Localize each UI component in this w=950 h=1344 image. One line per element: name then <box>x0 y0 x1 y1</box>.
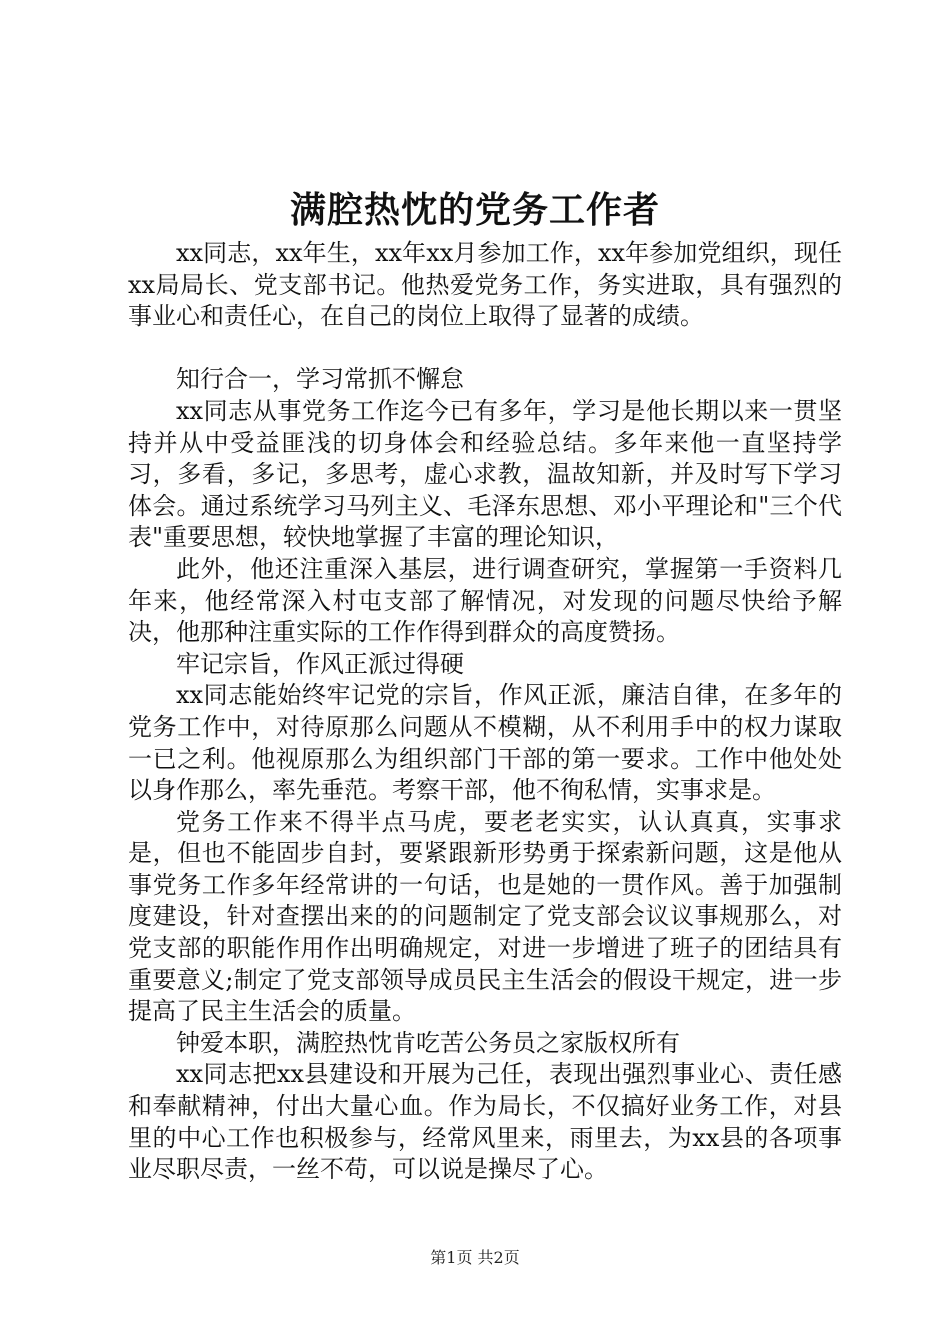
body-paragraph: xx同志从事党务工作迄今已有多年，学习是他长期以来一贯坚持并从中受益匪浅的切身体会和经验总结。多年来他一直坚持学习，多看，多记，多思考，虚心求教，温故知新，并及时写下学习体会。通过系统学习马列主义、毛泽东思想、邓小平理论和"三个代表"重要思想，较快地掌握了丰富的理论知识， <box>128 396 842 552</box>
document-title: 满腔热忱的党务工作者 <box>289 189 660 231</box>
section-heading-purpose: 牢记宗旨，作风正派过得硬 <box>176 649 464 678</box>
body-paragraph: xx同志能始终牢记党的宗旨，作风正派，廉洁自律，在多年的党务工作中，对待原那么问题从不模糊，从不利用手中的权力谋取一已之利。他视原那么为组织部门干部的第一要求。工作中他处处以身作那么，率先垂范。考察干部，他不徇私情，实事求是。 <box>128 681 842 805</box>
section-heading-study: 知行合一，学习常抓不懈怠 <box>176 365 464 394</box>
page-number-footer: 第1页 共2页 <box>430 1248 520 1267</box>
section-heading-dedication: 钟爱本职，满腔热忱肯吃苦公务员之家版权所有 <box>176 1028 680 1057</box>
intro-paragraph: xx同志，xx年生，xx年xx月参加工作，xx年参加党组织，现任xx局局长、党支部书记。他热爱党务工作，务实进取，具有强烈的事业心和责任心，在自己的岗位上取得了显著的成绩。 <box>128 239 842 331</box>
body-paragraph: 党务工作来不得半点马虎，要老老实实，认认真真，实事求是，但也不能固步自封，要紧跟新形势勇于探索新问题，这是他从事党务工作多年经常讲的一句话，也是她的一贯作风。善于加强制度建设，针对查摆出来的的问题制定了党支部会议议事规那么，对党支部的职能作用作出明确规定，对进一步增进了班子的团结具有重要意义;制定了党支部领导成员民主生活会的假设干规定，进一步提高了民主生活会的质量。 <box>128 807 842 1026</box>
document-body <box>128 238 842 1186</box>
body-paragraph: 此外，他还注重深入基层，进行调查研究，掌握第一手资料几年来，他经常深入村屯支部了解情况，对发现的问题尽快给予解决，他那种注重实际的工作作得到群众的高度赞扬。 <box>128 554 842 647</box>
body-paragraph: xx同志把xx县建设和开展为己任，表现出强烈事业心、责任感和奉献精神，付出大量心血。作为局长，不仅搞好业务工作，对县里的中心工作也积极参与，经常风里来，雨里去，为xx县的各项事业尽职尽责，一丝不苟，可以说是操尽了心。 <box>128 1060 842 1184</box>
